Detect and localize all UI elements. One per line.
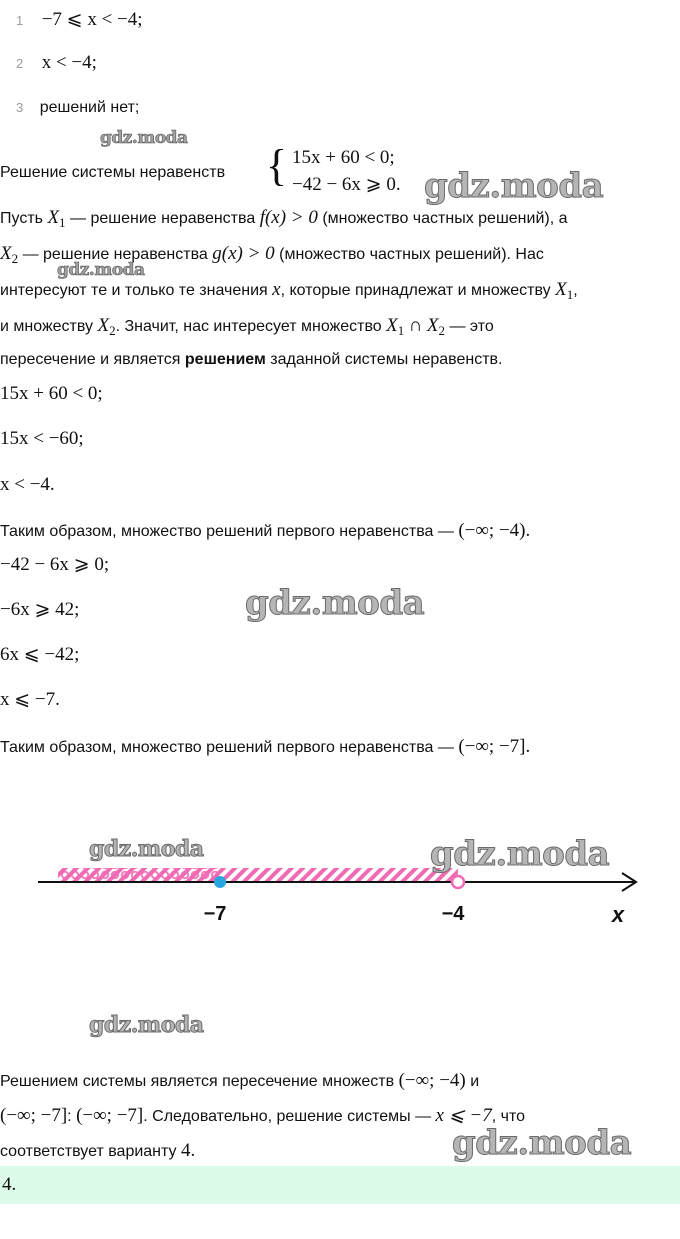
math: x — [272, 279, 281, 300]
option-2 — [16, 52, 97, 74]
math-sub: 2 — [11, 251, 19, 266]
conclusion-line-3 — [0, 1140, 195, 1162]
option-number: 1 — [16, 13, 24, 28]
math: X — [555, 279, 567, 300]
text: Решением системы является пересечение множеств — [0, 1073, 395, 1090]
watermark: gdz.moda — [424, 166, 604, 206]
step-1-3: x < −4. — [0, 474, 55, 495]
conclusion-line-2 — [0, 1104, 525, 1127]
math: 4. — [180, 1140, 196, 1161]
tick-label-minus-4: −4 — [441, 903, 465, 925]
explanation-line-5 — [0, 351, 503, 369]
watermark: gdz.moda — [89, 836, 204, 862]
option-text: −7 ⩽ x < −4; — [41, 9, 143, 30]
text: Таким образом, множество решений первого неравенства — — [0, 739, 454, 756]
point-minus-4-open — [452, 876, 464, 888]
math-sub: 2 — [109, 323, 116, 338]
text: интересуют те и только те значения — [0, 282, 268, 299]
text: , что — [491, 1108, 525, 1125]
system-brace: { — [266, 141, 288, 190]
option-text: x < −4; — [41, 52, 97, 73]
text: (множество частных решений), а — [322, 210, 568, 227]
text: Таким образом, множество решений первого неравенства — — [0, 523, 454, 540]
text: , — [573, 282, 578, 299]
watermark: gdz.moda — [89, 1012, 204, 1038]
step-2-2: −6x ⩾ 42; — [0, 599, 80, 620]
math-sub: 2 — [438, 323, 446, 338]
text: — решение неравенства — [70, 210, 256, 227]
option-1 — [16, 8, 143, 31]
conclusion-line-1 — [0, 1070, 479, 1092]
watermark: gdz.moda — [57, 260, 145, 280]
option-3 — [16, 99, 139, 117]
math: x ⩽ −7 — [435, 1105, 492, 1126]
text: — это — [449, 318, 494, 335]
math: ∩ — [408, 315, 423, 336]
math: (−∞; −7] — [76, 1105, 144, 1126]
text: . Следовательно, решение системы — — [143, 1108, 432, 1125]
system-label: Решение системы неравенств — [0, 164, 226, 181]
math: (−∞; −4) — [398, 1070, 466, 1091]
text: заданной системы неравенств. — [270, 351, 503, 368]
text: соответствует варианту — [0, 1143, 177, 1160]
math: X — [426, 315, 439, 336]
watermark: gdz.moda — [430, 834, 610, 874]
answer-box — [0, 1166, 680, 1204]
math: X — [97, 315, 110, 336]
result-1 — [0, 520, 530, 542]
step-1-1: 15x + 60 < 0; — [0, 383, 103, 404]
explanation-line-3 — [0, 279, 578, 303]
math: g(x) > 0 — [212, 243, 275, 264]
step-2-1: −42 − 6x ⩾ 0; — [0, 554, 110, 575]
explanation-line-4 — [0, 315, 494, 339]
text: (множество частных решений). Нас — [279, 246, 544, 263]
math: X — [0, 243, 12, 264]
text: : — [67, 1108, 72, 1125]
math: (−∞; −7] — [0, 1105, 68, 1126]
text: и — [470, 1073, 480, 1090]
math: X — [386, 315, 398, 336]
watermark: gdz.moda — [245, 583, 425, 623]
math-sub: 1 — [566, 287, 574, 302]
math: (−∞; −4). — [458, 520, 531, 541]
step-2-3: 6x ⩽ −42; — [0, 644, 80, 665]
system-ineq-1: 15x + 60 < 0; — [292, 147, 395, 168]
result-2 — [0, 736, 530, 758]
math: f(x) > 0 — [259, 207, 318, 228]
answer-value: 4. — [2, 1174, 17, 1195]
text: — решение неравенства — [22, 246, 208, 263]
watermark: gdz.moda — [452, 1123, 632, 1163]
point-minus-7-closed — [214, 876, 226, 888]
step-1-2: 15x < −60; — [0, 428, 84, 449]
bold-text: решением — [184, 351, 266, 368]
hatch-region-x-le-minus-7 — [58, 868, 220, 882]
option-number: 3 — [16, 100, 24, 115]
option-number: 2 — [16, 56, 24, 71]
tick-label-minus-7: −7 — [203, 903, 227, 925]
math: X — [47, 207, 60, 228]
explanation-line-1 — [0, 207, 568, 231]
text: . Значит, нас интересует множество — [115, 318, 382, 335]
text: пересечение и является — [0, 351, 181, 368]
text: Пусть — [0, 210, 43, 227]
step-2-4: x ⩽ −7. — [0, 689, 60, 710]
axis-label-x: x — [611, 902, 625, 927]
watermark: gdz.moda — [100, 128, 188, 148]
text: , которые принадлежат и множеству — [280, 282, 551, 299]
math: (−∞; −7]. — [458, 736, 531, 757]
math-sub: 1 — [59, 215, 66, 230]
option-text: решений нет; — [39, 99, 140, 116]
system-ineq-2: −42 − 6x ⩾ 0. — [292, 174, 401, 195]
math-sub: 1 — [397, 323, 405, 338]
text: и множеству — [0, 318, 94, 335]
